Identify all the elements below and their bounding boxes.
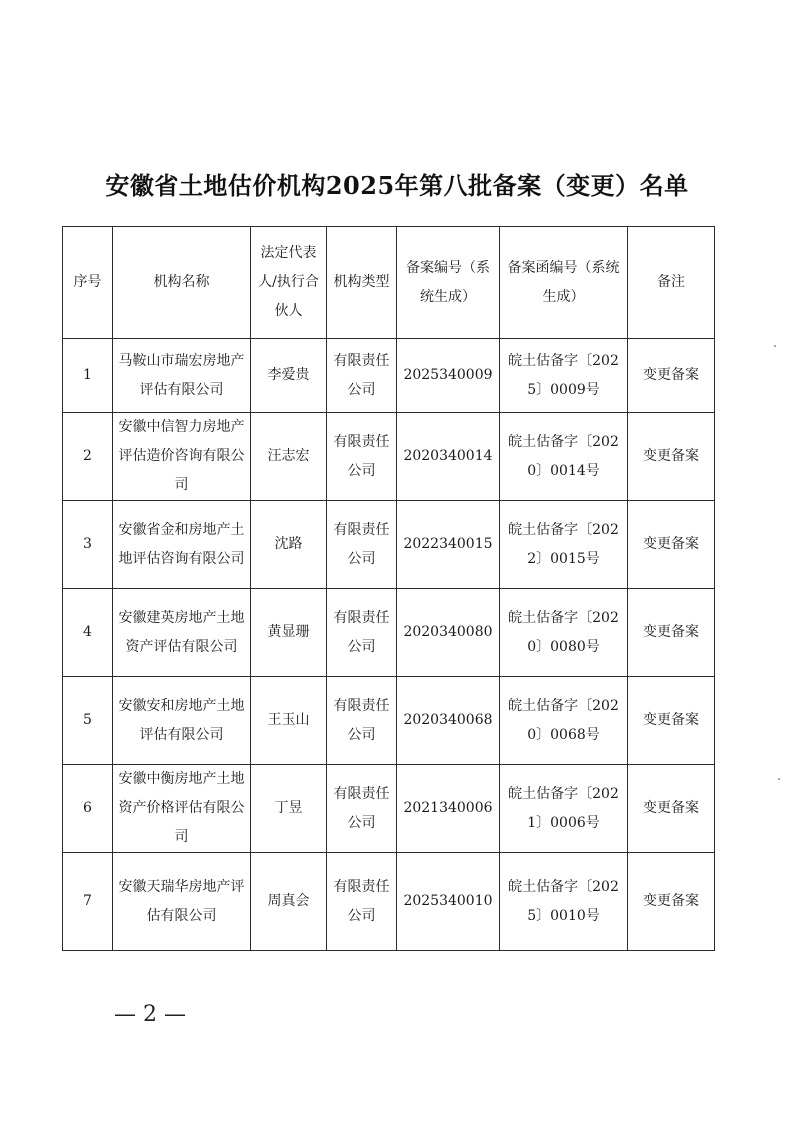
cell-org-type: 有限责任公司 bbox=[327, 589, 397, 677]
cell-reg-no: 2025340009 bbox=[397, 339, 500, 413]
cell-reg-no: 2020340014 bbox=[397, 413, 500, 501]
cell-org-name: 安徽建英房地产土地资产评估有限公司 bbox=[113, 589, 251, 677]
cell-letter-no: 皖土估备字〔2020〕0080号 bbox=[500, 589, 628, 677]
cell-seq: 7 bbox=[63, 853, 113, 951]
header-org-name: 机构名称 bbox=[113, 227, 251, 339]
cell-letter-no: 皖土估备字〔2025〕0009号 bbox=[500, 339, 628, 413]
cell-reg-no: 2025340010 bbox=[397, 853, 500, 951]
page-number: — 2 — bbox=[114, 1002, 186, 1027]
cell-org-type: 有限责任公司 bbox=[327, 677, 397, 765]
cell-legal-rep: 周真会 bbox=[251, 853, 327, 951]
header-legal-rep: 法定代表人/执行合伙人 bbox=[251, 227, 327, 339]
header-seq: 序号 bbox=[63, 227, 113, 339]
cell-org-type: 有限责任公司 bbox=[327, 339, 397, 413]
cell-seq: 3 bbox=[63, 501, 113, 589]
cell-remark: 变更备案 bbox=[628, 853, 715, 951]
cell-org-name: 安徽安和房地产土地评估有限公司 bbox=[113, 677, 251, 765]
table-row bbox=[63, 501, 715, 589]
cell-letter-no: 皖土估备字〔2022〕0015号 bbox=[500, 501, 628, 589]
cell-reg-no: 2020340080 bbox=[397, 589, 500, 677]
cell-org-type: 有限责任公司 bbox=[327, 413, 397, 501]
table-header-row bbox=[63, 227, 715, 339]
cell-remark: 变更备案 bbox=[628, 339, 715, 413]
cell-legal-rep: 汪志宏 bbox=[251, 413, 327, 501]
cell-reg-no: 2020340068 bbox=[397, 677, 500, 765]
scan-speck bbox=[774, 345, 776, 347]
cell-seq: 4 bbox=[63, 589, 113, 677]
cell-letter-no: 皖土估备字〔2020〕0068号 bbox=[500, 677, 628, 765]
cell-org-type: 有限责任公司 bbox=[327, 501, 397, 589]
cell-legal-rep: 丁昱 bbox=[251, 765, 327, 853]
cell-org-name: 安徽天瑞华房地产评估有限公司 bbox=[113, 853, 251, 951]
cell-remark: 变更备案 bbox=[628, 501, 715, 589]
cell-legal-rep: 王玉山 bbox=[251, 677, 327, 765]
header-letter-no: 备案函编号（系统生成） bbox=[500, 227, 628, 339]
cell-remark: 变更备案 bbox=[628, 413, 715, 501]
cell-remark: 变更备案 bbox=[628, 677, 715, 765]
cell-remark: 变更备案 bbox=[628, 765, 715, 853]
cell-seq: 6 bbox=[63, 765, 113, 853]
table-row bbox=[63, 853, 715, 951]
header-reg-no: 备案编号（系统生成） bbox=[397, 227, 500, 339]
cell-org-type: 有限责任公司 bbox=[327, 765, 397, 853]
cell-org-name: 安徽中信智力房地产评估造价咨询有限公司 bbox=[113, 413, 251, 501]
filing-table bbox=[62, 226, 715, 951]
cell-seq: 1 bbox=[63, 339, 113, 413]
cell-org-name: 马鞍山市瑞宏房地产评估有限公司 bbox=[113, 339, 251, 413]
cell-org-type: 有限责任公司 bbox=[327, 853, 397, 951]
table-row bbox=[63, 677, 715, 765]
cell-seq: 2 bbox=[63, 413, 113, 501]
cell-remark: 变更备案 bbox=[628, 589, 715, 677]
cell-reg-no: 2022340015 bbox=[397, 501, 500, 589]
cell-seq: 5 bbox=[63, 677, 113, 765]
cell-org-name: 安徽省金和房地产土地评估咨询有限公司 bbox=[113, 501, 251, 589]
cell-legal-rep: 李爱贵 bbox=[251, 339, 327, 413]
cell-letter-no: 皖土估备字〔2025〕0010号 bbox=[500, 853, 628, 951]
cell-org-name: 安徽中衡房地产土地资产价格评估有限公司 bbox=[113, 765, 251, 853]
header-remark: 备注 bbox=[628, 227, 715, 339]
cell-reg-no: 2021340006 bbox=[397, 765, 500, 853]
header-org-type: 机构类型 bbox=[327, 227, 397, 339]
scan-speck bbox=[778, 778, 780, 780]
table-row bbox=[63, 339, 715, 413]
table-row bbox=[63, 413, 715, 501]
cell-legal-rep: 黄显珊 bbox=[251, 589, 327, 677]
table-row bbox=[63, 765, 715, 853]
document-title: 安徽省土地估价机构2025年第八批备案（变更）名单 bbox=[105, 171, 689, 200]
table-body bbox=[63, 339, 715, 951]
cell-letter-no: 皖土估备字〔2021〕0006号 bbox=[500, 765, 628, 853]
cell-legal-rep: 沈路 bbox=[251, 501, 327, 589]
cell-letter-no: 皖土估备字〔2020〕0014号 bbox=[500, 413, 628, 501]
table-row bbox=[63, 589, 715, 677]
